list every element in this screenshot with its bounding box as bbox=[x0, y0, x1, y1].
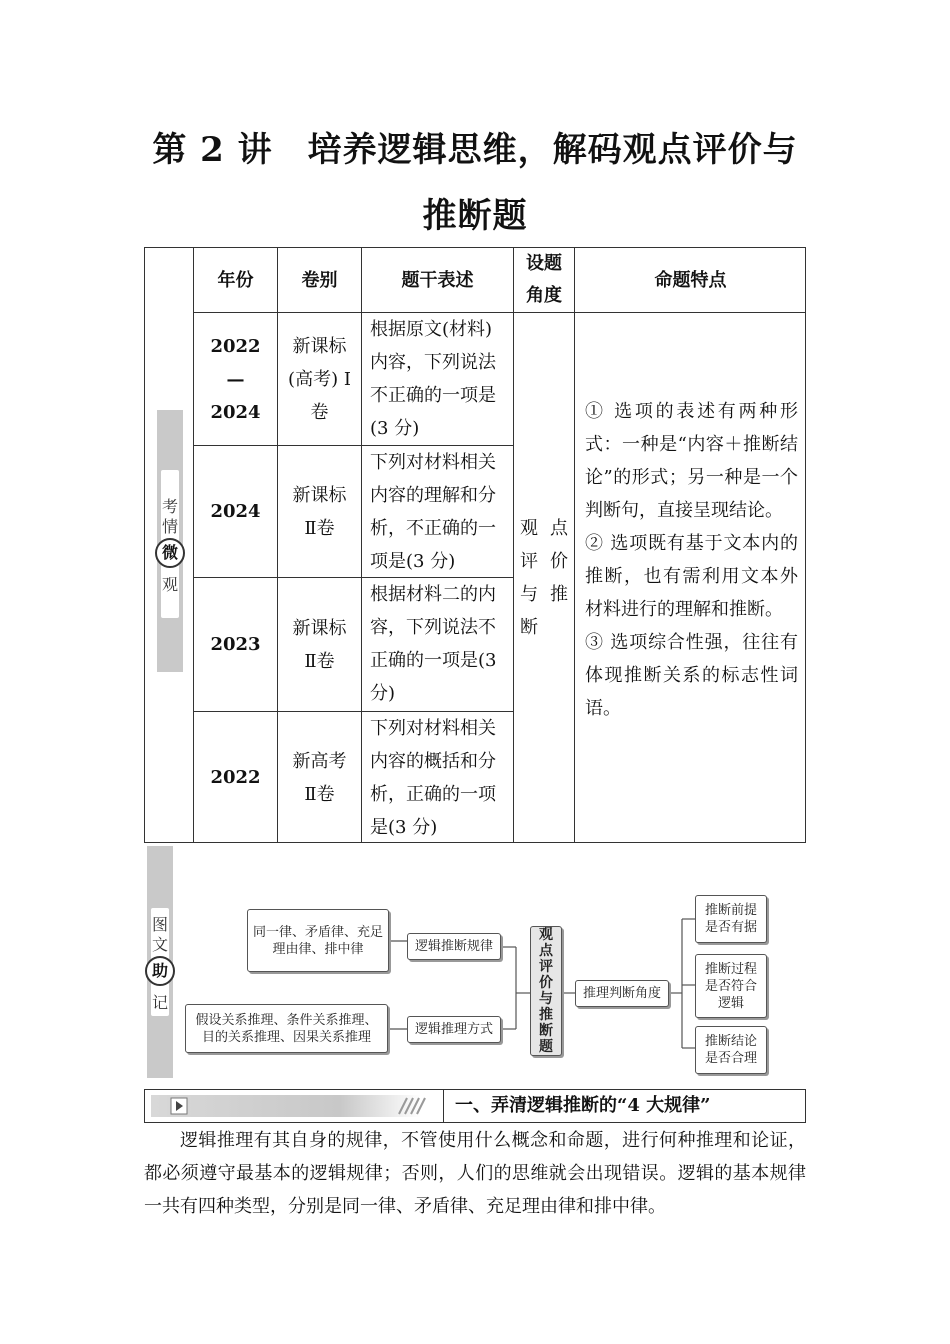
methods-box: 假设关系推理、条件关系推理、目的关系推理、因果关系推理 bbox=[185, 1004, 388, 1053]
diagram-side-char: 文 bbox=[151, 935, 168, 954]
laws-label-box: 逻辑推断规律 bbox=[407, 933, 501, 960]
feature-item: ① 选项的表述有两种形式：一种是“内容＋推断结论”的形式；另一种是一个判断句，直接呈现结论。 bbox=[585, 401, 798, 521]
cell-stem: 根据材料二的内容，下列说法不正确的一项是(3 分) bbox=[361, 578, 513, 712]
cell-year: 2022 bbox=[193, 712, 277, 843]
cell-year: 2024 bbox=[193, 446, 277, 578]
side-label-badge: 微 bbox=[155, 538, 185, 568]
check-process-box: 推断过程是否符合逻辑 bbox=[695, 954, 767, 1018]
body-paragraph: 逻辑推理有其自身的规律，不管使用什么概念和命题，进行何种推理和论证，都必须遵守最基本的逻辑规律；否则，人们的思维就会出现错误。逻辑的基本规律一共有四种类型，分别是同一律、矛盾律、充足理由律和排中律。 bbox=[144, 1130, 806, 1217]
page-title-line2: 推断题 bbox=[422, 196, 528, 236]
cell-paper: 新课标(高考) Ⅰ卷 bbox=[277, 313, 361, 446]
cell-year: 2023 bbox=[193, 578, 277, 712]
diagram-side-char: 记 bbox=[151, 993, 168, 1012]
cell-paper: 新课标Ⅱ卷 bbox=[277, 578, 361, 712]
header-angle: 设题角度 bbox=[513, 248, 574, 313]
angle-label-box: 推理判断角度 bbox=[575, 980, 669, 1007]
section-title: 一、弄清逻辑推断的“4 大规律” bbox=[455, 1095, 711, 1116]
cell-year: 2022—2024 bbox=[193, 313, 277, 446]
cell-stem: 根据原文(材料)内容，下列说法不正确的一项是(3 分) bbox=[361, 313, 513, 446]
cell-paper: 新高考Ⅱ卷 bbox=[277, 712, 361, 843]
header-year: 年份 bbox=[193, 248, 277, 313]
side-label-char: 观 bbox=[161, 575, 178, 594]
cell-stem: 下列对材料相关内容的理解和分析，不正确的一项是(3 分) bbox=[361, 446, 513, 578]
header-feature: 命题特点 bbox=[574, 248, 806, 313]
cell-stem: 下列对材料相关内容的概括和分析，正确的一项是(3 分) bbox=[361, 712, 513, 843]
methods-label-box: 逻辑推理方式 bbox=[407, 1016, 501, 1043]
side-label-char: 考 bbox=[161, 497, 178, 516]
section-decor-bar bbox=[151, 1095, 421, 1117]
feature-item: ③ 选项综合性强，往往有体现推断关系的标志性词语。 bbox=[585, 632, 798, 719]
diagram-side-char: 图 bbox=[151, 915, 168, 934]
stripes-icon bbox=[397, 1096, 427, 1116]
header-stem: 题干表述 bbox=[361, 248, 513, 313]
header-paper: 卷别 bbox=[277, 248, 361, 313]
check-conclusion-box: 推断结论是否合理 bbox=[695, 1026, 767, 1074]
side-label-char: 情 bbox=[161, 517, 178, 536]
page-title-line1: 第 2 讲 培养逻辑思维，解码观点评价与 bbox=[152, 130, 798, 170]
feature-item: ② 选项既有基于文本内的推断，也有需利用文本外材料进行的理解和推断。 bbox=[585, 533, 798, 620]
cell-paper: 新课标Ⅱ卷 bbox=[277, 446, 361, 578]
diagram-side-badge: 助 bbox=[145, 956, 175, 986]
section-header-bar bbox=[144, 1089, 806, 1123]
play-icon bbox=[169, 1096, 189, 1116]
cell-angle: 观 点 评 价 与 推 断 bbox=[513, 313, 574, 843]
check-premise-box: 推断前提是否有据 bbox=[695, 895, 767, 943]
core-topic-box: 观点评价与推断题 bbox=[530, 926, 562, 1056]
laws-box: 同一律、矛盾律、充足理由律、排中律 bbox=[247, 909, 389, 972]
